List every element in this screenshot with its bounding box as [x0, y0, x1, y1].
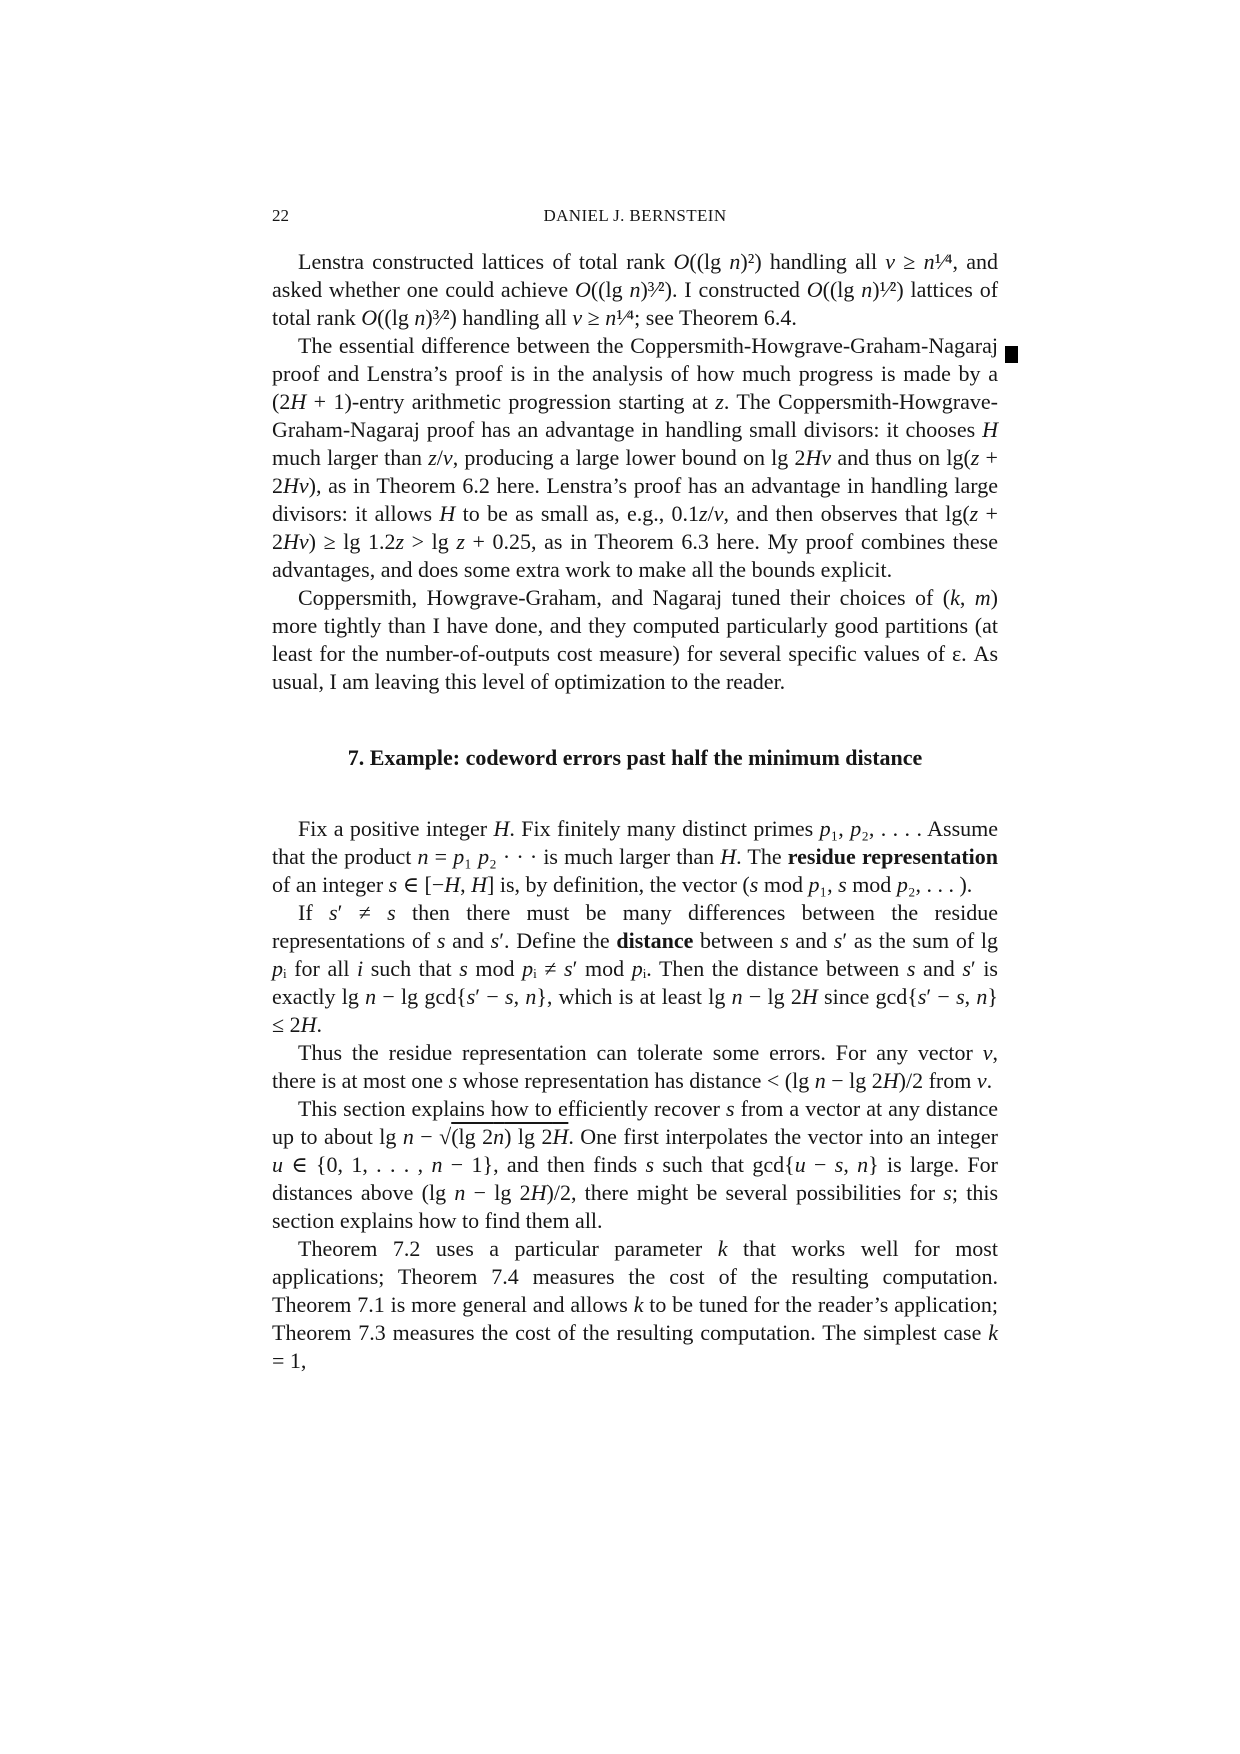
- overfull-box-marker: [1005, 346, 1018, 363]
- paragraph-lenstra-lattices: Lenstra constructed lattices of total rank O((lg n)²) handling all v ≥ n¹⁄⁴, and asked whether one could achieve O((lg n)³⁄²). I constructed O((lg n)¹⁄²) lattices of total rank O((lg n)³⁄²) handling all v ≥ n¹⁄⁴; see Theorem 6.4.: [272, 249, 999, 330]
- paragraph-recover-s: This section explains how to efficiently recover s from a vector at any distance up to about lg n − √(lg 2n) lg 2H. One first interpolates the vector into an integer u ∈ {0, 1, . . . , n − 1}, and then finds s such that gcd{u − s, n} is large. For distances above (lg n − lg 2H)/2, there might be several possibilities for s; this section explains how to find them all.: [272, 1096, 999, 1233]
- paragraph-theorem-overview: Theorem 7.2 uses a particular parameter k that works well for most applications; Theorem 7.4 measures the cost of the resulting computation. Theorem 7.1 is more general and allows k to be tuned for the reader’s application; Theorem 7.3 measures the cost of the resulting computation. The simplest case k = 1,: [272, 1236, 998, 1373]
- paragraph-residue-representation: Fix a positive integer H. Fix finitely many distinct primes p₁, p₂, . . . . Assume that the product n = p₁ p₂ · · · is much larger than H. The residue representation of an integer s ∈ [−H, H] is, by definition, the vector (s mod p₁, s mod p₂, . . . ).: [272, 816, 999, 897]
- page-number: 22: [272, 206, 289, 225]
- paragraph-coppersmith-tuning: Coppersmith, Howgrave-Graham, and Nagaraj tuned their choices of (k, m) more tightly than I have done, and they computed particularly good partitions (at least for the number-of-outputs cost measure) for several specific values of ε. As usual, I am leaving this level of optimization to the reader.: [272, 585, 998, 694]
- paragraph-distance-definition: If s′ ≠ s then there must be many differences between the residue representations of s and s′. Define the distance between s and s′ as the sum of lg pᵢ for all i such that s mod pᵢ ≠ s′ mod pᵢ. Then the distance between s and s′ is exactly lg n − lg gcd{s′ − s, n}, which is at least lg n − lg 2H since gcd{s′ − s, n} ≤ 2H.: [272, 900, 998, 1037]
- running-title: DANIEL J. BERNSTEIN: [543, 206, 727, 225]
- page-header: [272, 205, 998, 227]
- paragraph-tolerate-errors: Thus the residue representation can tolerate some errors. For any vector v, there is at most one s whose representation has distance < (lg n − lg 2H)/2 from v.: [272, 1040, 998, 1093]
- paragraph-essential-difference: The essential difference between the Coppersmith-Howgrave-Graham-Nagaraj proof and Lenstra’s proof is in the analysis of how much progress is made by a (2H + 1)-entry arithmetic progression starting at z. The Coppersmith-Howgrave-Graham-Nagaraj proof has an advantage in handling small divisors: it chooses H much larger than z/v, producing a large lower bound on lg 2Hv and thus on lg(z + 2Hv), as in Theorem 6.2 here. Lenstra’s proof has an advantage in handling large divisors: it allows H to be as small as, e.g., 0.1z/v, and then observes that lg(z + 2Hv) ≥ lg 1.2z > lg z + 0.25, as in Theorem 6.3 here. My proof combines these advantages, and does some extra work to make all the bounds explicit.: [272, 333, 998, 582]
- section-heading: 7. Example: codeword errors past half the minimum distance: [347, 745, 923, 770]
- page-body: [272, 205, 998, 1375]
